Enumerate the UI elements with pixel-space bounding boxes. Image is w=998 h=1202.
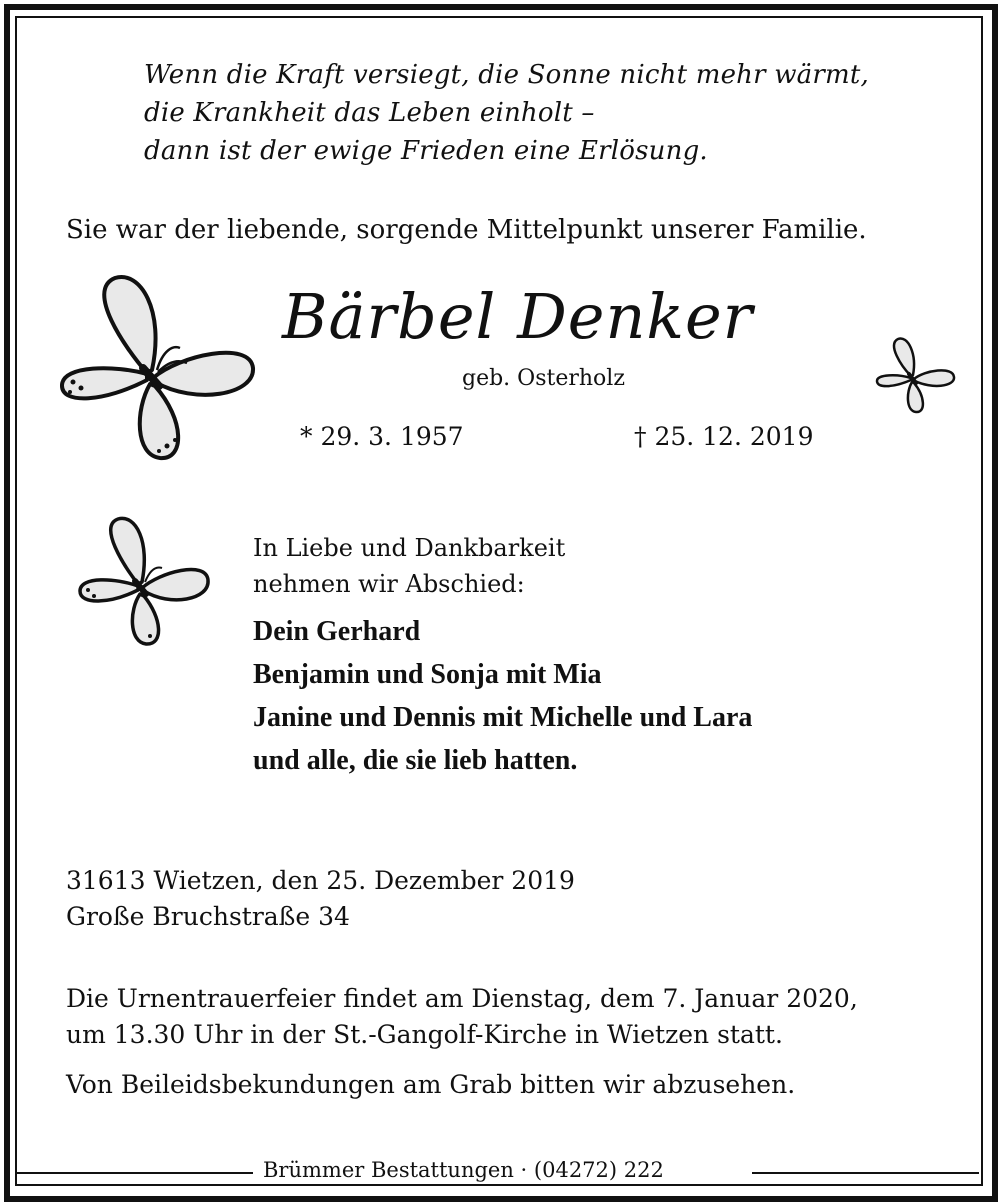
birth-date: * 29. 3. 1957 xyxy=(300,422,464,451)
family-line-4: und alle, die sie lieb hatten. xyxy=(253,745,578,776)
poem-line-2: die Krankheit das Leben einholt – xyxy=(144,98,595,128)
intro-text: Sie war der liebende, sorgende Mittelpunkt unserer Familie. xyxy=(66,215,867,245)
butterfly-icon-small xyxy=(873,336,958,416)
condolence-note: Von Beileidsbekundungen am Grab bitten wir abzusehen. xyxy=(66,1070,796,1099)
butterfly-icon-medium xyxy=(74,514,214,649)
family-line-1: Dein Gerhard xyxy=(253,616,421,647)
poem-line-3: dann ist der ewige Frieden eine Erlösung. xyxy=(144,136,708,166)
family-line-2: Benjamin und Sonja mit Mia xyxy=(253,659,602,690)
family-line-3: Janine und Dennis mit Michelle und Lara xyxy=(253,702,753,733)
ceremony-line-2: um 13.30 Uhr in der St.-Gangolf-Kirche in Wietzen statt. xyxy=(66,1020,783,1049)
maiden-name: geb. Osterholz xyxy=(462,366,625,391)
footer-rule-left xyxy=(17,1172,253,1174)
poem-line-1: Wenn die Kraft versiegt, die Sonne nicht mehr wärmt, xyxy=(144,60,869,90)
ceremony-line-1: Die Urnentrauerfeier findet am Dienstag, dem 7. Januar 2020, xyxy=(66,984,858,1013)
deceased-name: Bärbel Denker xyxy=(282,280,754,353)
death-date: † 25. 12. 2019 xyxy=(634,422,814,451)
butterfly-icon-large xyxy=(55,270,260,465)
address-line-2: Große Bruchstraße 34 xyxy=(66,902,350,931)
farewell-line-2: nehmen wir Abschied: xyxy=(253,570,525,598)
footer-rule-right xyxy=(752,1172,979,1174)
funeral-home-footer: Brümmer Bestattungen · (04272) 222 xyxy=(259,1158,668,1182)
farewell-line-1: In Liebe und Dankbarkeit xyxy=(253,534,566,562)
address-line-1: 31613 Wietzen, den 25. Dezember 2019 xyxy=(66,866,575,895)
